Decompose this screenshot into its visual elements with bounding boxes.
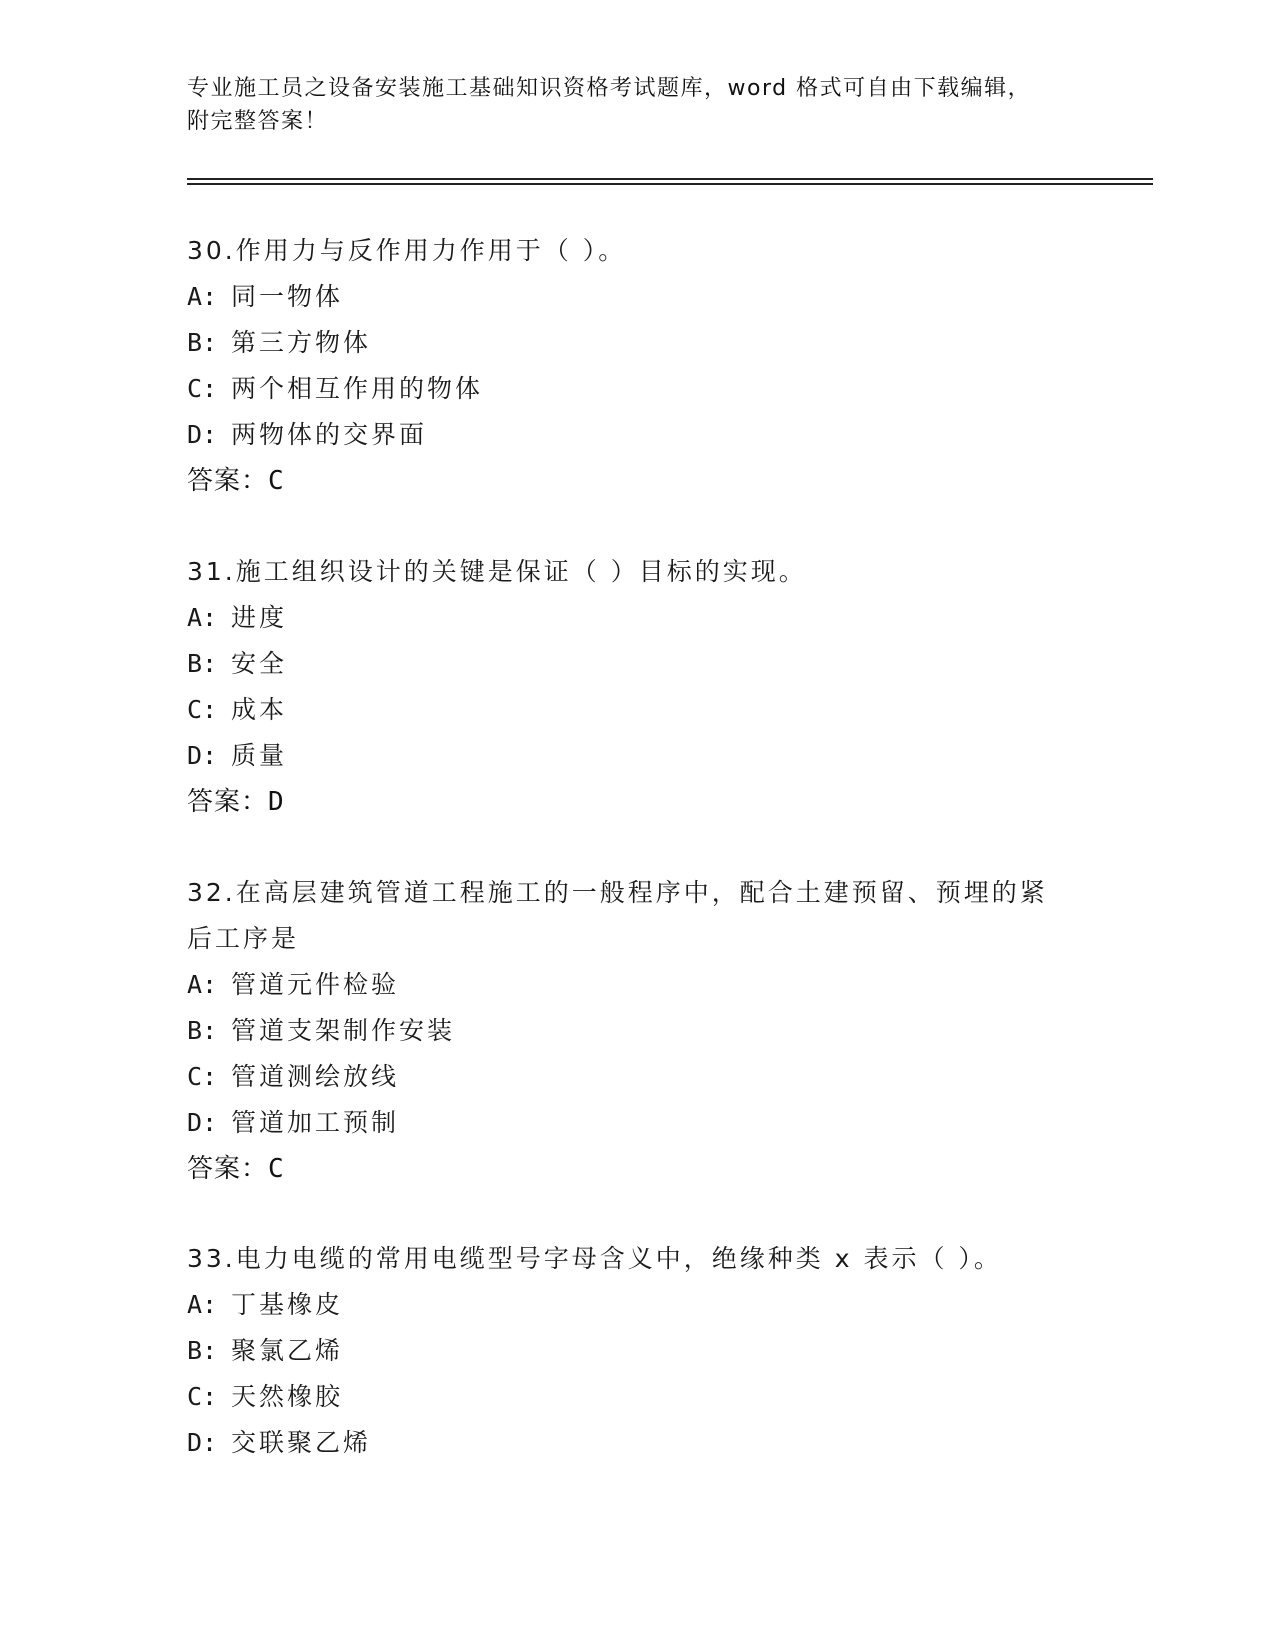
option-text: 聚氯乙烯: [231, 1336, 344, 1365]
answer-label: 答案：: [187, 1154, 269, 1184]
answer-value: C: [268, 1154, 285, 1184]
answer-line: [187, 1146, 1117, 1192]
option-text: 管道测绘放线: [231, 1062, 400, 1091]
option-b: [187, 1328, 1117, 1374]
option-text: 两个相互作用的物体: [231, 374, 484, 403]
answer-label: 答案：: [187, 787, 269, 817]
option-d: [187, 1100, 1117, 1146]
question-30: [187, 228, 1117, 504]
question-31: [187, 549, 1117, 825]
question-stem-line-2: 后工序是: [187, 924, 300, 953]
option-letter: D:: [187, 420, 218, 449]
answer-value: C: [268, 466, 285, 496]
option-b: [187, 641, 1117, 687]
option-text: 天然橡胶: [231, 1382, 344, 1411]
option-letter: D:: [187, 1428, 218, 1457]
option-text: 管道支架制作安装: [231, 1016, 456, 1045]
option-letter: A:: [187, 603, 218, 632]
option-letter: C:: [187, 695, 218, 724]
question-stem: 31.施工组织设计的关键是保证（ ）目标的实现。: [187, 557, 807, 586]
option-text: 丁基橡皮: [231, 1290, 344, 1319]
option-text: 两物体的交界面: [231, 420, 428, 449]
answer-line: [187, 779, 1117, 825]
question-32: [187, 870, 1117, 1192]
option-letter: C:: [187, 374, 218, 403]
option-text: 质量: [231, 741, 288, 770]
option-a: [187, 595, 1117, 641]
option-text: 第三方物体: [231, 328, 372, 357]
question-stem: 30.作用力与反作用力作用于（ ）。: [187, 236, 627, 265]
option-d: [187, 1420, 1117, 1466]
option-letter: D:: [187, 1108, 218, 1137]
option-a: [187, 274, 1117, 320]
answer-label: 答案：: [187, 466, 269, 496]
option-text: 同一物体: [231, 282, 344, 311]
option-text: 管道加工预制: [231, 1108, 400, 1137]
option-letter: C:: [187, 1382, 218, 1411]
option-letter: B:: [187, 1336, 218, 1365]
option-c: [187, 687, 1117, 733]
option-letter: A:: [187, 1290, 218, 1319]
option-letter: B:: [187, 1016, 218, 1045]
option-a: [187, 1282, 1117, 1328]
question-stem-line-1: 32.在高层建筑管道工程施工的一般程序中，配合土建预留、预埋的紧: [187, 878, 1048, 907]
option-text: 管道元件检验: [231, 970, 400, 999]
option-text: 成本: [231, 695, 288, 724]
option-text: 安全: [231, 649, 288, 678]
answer-value: D: [268, 787, 285, 817]
option-letter: C:: [187, 1062, 218, 1091]
document-header: [187, 72, 1087, 138]
option-letter: A:: [187, 970, 218, 999]
option-letter: B:: [187, 649, 218, 678]
option-text: 进度: [231, 603, 288, 632]
header-divider-top: [187, 178, 1153, 180]
option-letter: D:: [187, 741, 218, 770]
option-letter: A:: [187, 282, 218, 311]
option-c: [187, 1054, 1117, 1100]
question-33: [187, 1236, 1117, 1466]
option-b: [187, 320, 1117, 366]
header-line-1: 专业施工员之设备安装施工基础知识资格考试题库，word 格式可自由下载编辑，: [187, 76, 1032, 101]
option-b: [187, 1008, 1117, 1054]
header-line-2: 附完整答案！: [187, 109, 329, 134]
option-text: 交联聚乙烯: [231, 1428, 372, 1457]
option-c: [187, 366, 1117, 412]
question-stem: 33.电力电缆的常用电缆型号字母含义中，绝缘种类 x 表示（ ）。: [187, 1244, 1002, 1273]
option-letter: B:: [187, 328, 218, 357]
answer-line: [187, 458, 1117, 504]
option-c: [187, 1374, 1117, 1420]
option-d: [187, 733, 1117, 779]
header-divider-bottom: [187, 183, 1153, 185]
option-d: [187, 412, 1117, 458]
option-a: [187, 962, 1117, 1008]
